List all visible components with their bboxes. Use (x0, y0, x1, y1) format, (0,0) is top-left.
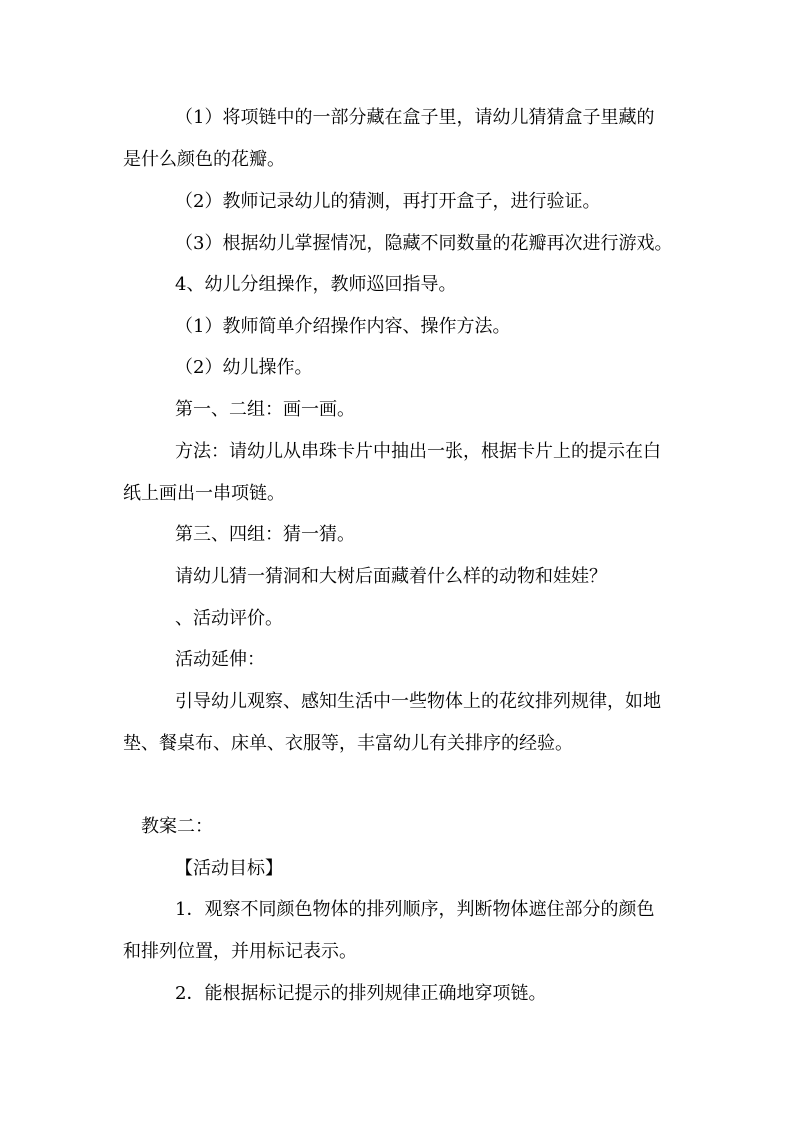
paragraph-line: 1．观察不同颜色物体的排列顺序，判断物体遮住部分的颜色 (175, 899, 655, 920)
paragraph-line: 第一、二组：画一画。 (175, 399, 355, 420)
paragraph-line: 4、幼儿分组操作，教师巡回指导。 (175, 274, 457, 295)
paragraph-line: （1）将项链中的一部分藏在盒子里，请幼儿猜猜盒子里藏的 (175, 107, 655, 128)
paragraph-line: （3）根据幼儿掌握情况，隐藏不同数量的花瓣再次进行游戏。 (175, 233, 673, 254)
paragraph-line: 引导幼儿观察、感知生活中一些物体上的花纹排列规律，如地 (175, 691, 661, 712)
paragraph-line: （1）教师简单介绍操作内容、操作方法。 (175, 316, 511, 337)
paragraph-line: 、活动评价。 (175, 608, 283, 629)
paragraph-line: （2）幼儿操作。 (175, 357, 313, 378)
section-subheading: 【活动目标】 (175, 858, 283, 879)
paragraph-line: 第三、四组：猜一猜。 (175, 524, 355, 545)
paragraph-line: （2）教师记录幼儿的猜测，再打开盒子，进行验证。 (175, 191, 601, 212)
paragraph-line: 纸上画出一串项链。 (123, 483, 285, 504)
paragraph-line: 2．能根据标记提示的排列规律正确地穿项链。 (175, 983, 547, 1004)
section-heading: 教案二： (141, 816, 213, 837)
paragraph-line: 和排列位置，并用标记表示。 (123, 941, 357, 962)
paragraph-line: 垫、餐桌布、床单、衣服等，丰富幼儿有关排序的经验。 (123, 733, 573, 754)
paragraph-line: 请幼儿猜一猜洞和大树后面藏着什么样的动物和娃娃？ (175, 566, 607, 587)
paragraph-line: 方法：请幼儿从串珠卡片中抽出一张，根据卡片上的提示在白 (175, 441, 661, 462)
paragraph-line: 是什么颜色的花瓣。 (123, 149, 285, 170)
paragraph-line: 活动延伸： (175, 649, 265, 670)
